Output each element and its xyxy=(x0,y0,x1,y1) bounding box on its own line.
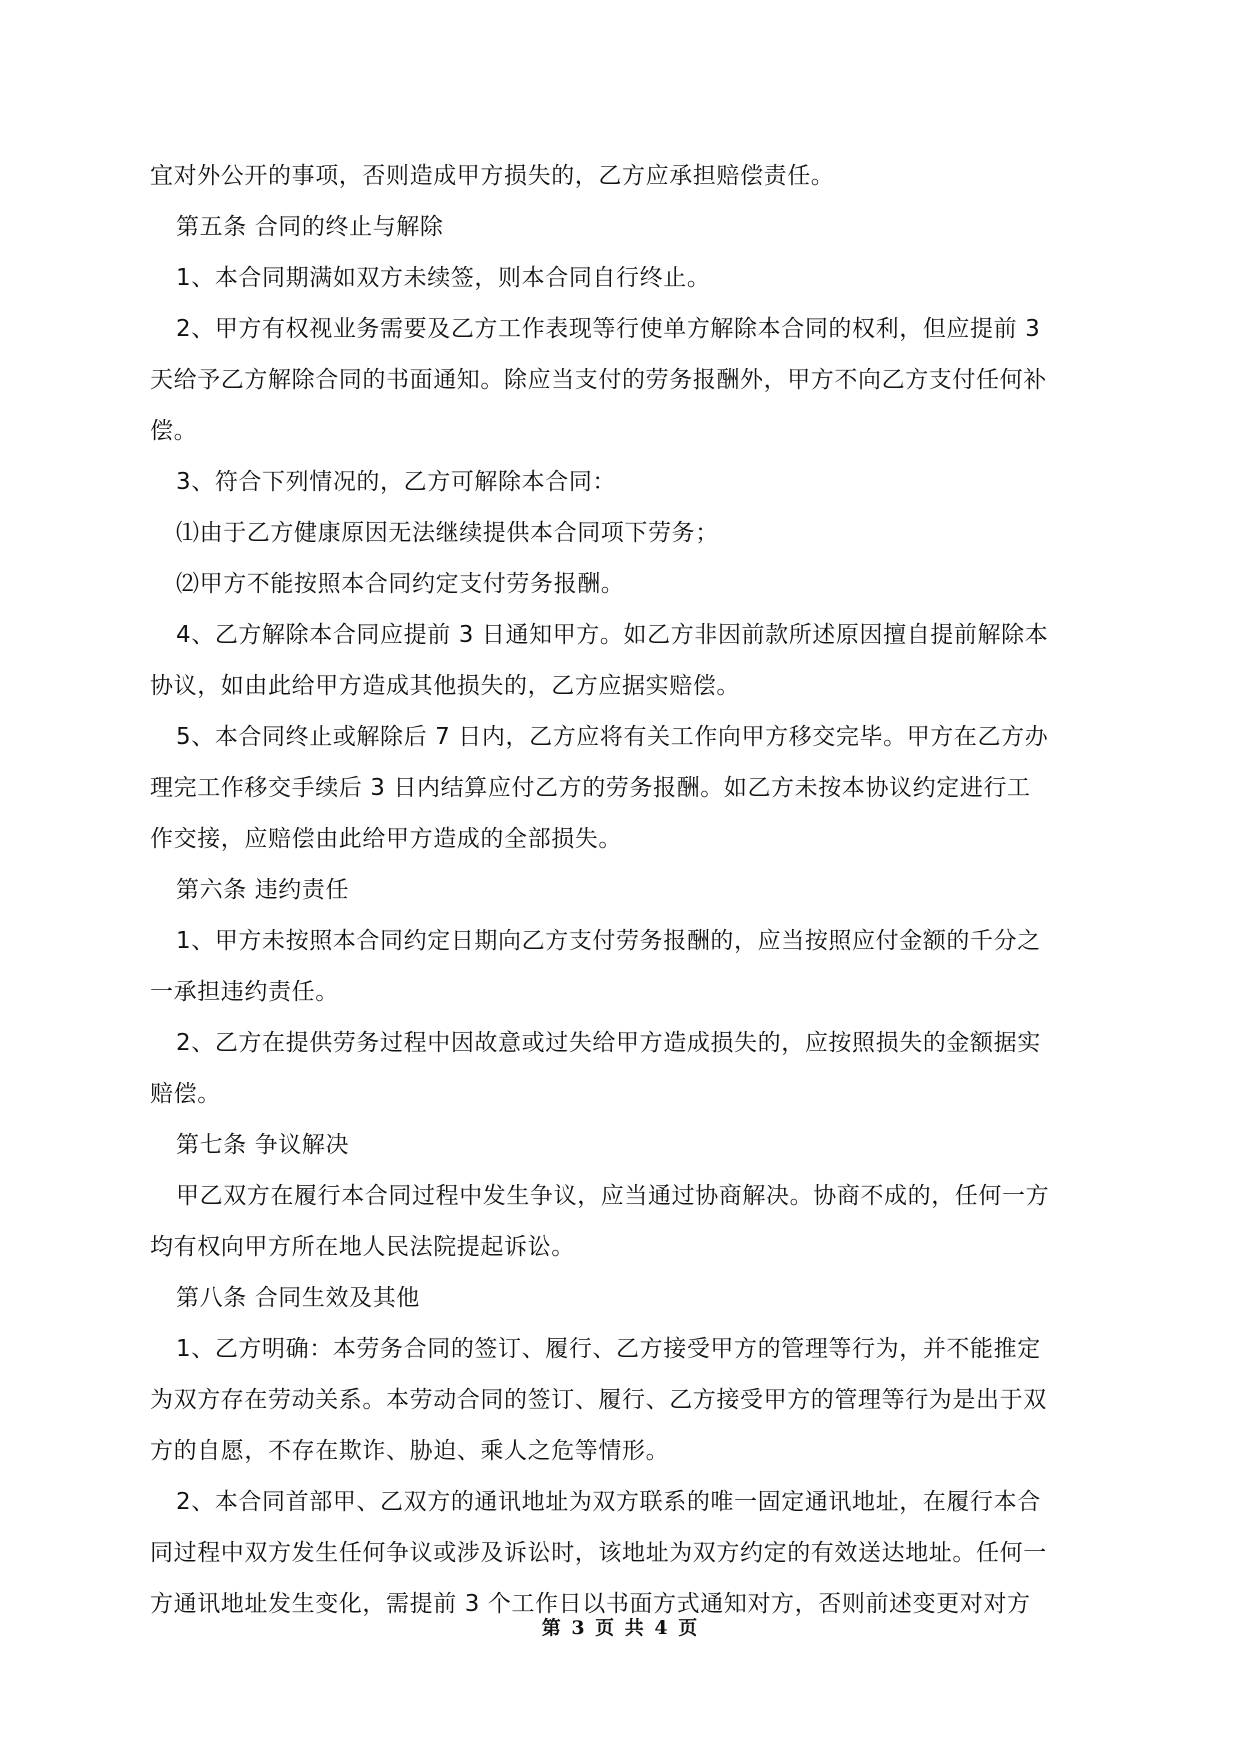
text-line: 3、符合下列情况的，乙方可解除本合同： xyxy=(176,469,617,495)
text-line: 理完工作移交手续后 3 日内结算应付乙方的劳务报酬。如乙方未按本协议约定进行工 xyxy=(150,775,1031,801)
text-line: 宜对外公开的事项，否则造成甲方损失的，乙方应承担赔偿责任。 xyxy=(150,163,835,189)
text-line: 第七条 争议解决 xyxy=(176,1132,350,1158)
text-line: 方的自愿，不存在欺诈、胁迫、乘人之危等情形。 xyxy=(150,1438,670,1464)
text-line: ⑴由于乙方健康原因无法继续提供本合同项下劳务； xyxy=(176,520,719,546)
text-line: 1、甲方未按照本合同约定日期向乙方支付劳务报酬的，应当按照应付金额的千分之 xyxy=(176,928,1041,954)
text-line: 一承担违约责任。 xyxy=(150,979,339,1005)
text-line: 协议，如由此给甲方造成其他损失的，乙方应据实赔偿。 xyxy=(150,673,740,699)
text-line: 作交接，应赔偿由此给甲方造成的全部损失。 xyxy=(150,826,622,852)
text-line: 第八条 合同生效及其他 xyxy=(176,1285,420,1311)
text-line: 第六条 违约责任 xyxy=(176,877,350,903)
text-line: 第五条 合同的终止与解除 xyxy=(176,214,444,240)
text-line: 偿。 xyxy=(150,418,198,444)
page-number-footer: 第 3 页 共 4 页 xyxy=(541,1617,700,1639)
text-line: 甲乙双方在履行本合同过程中发生争议，应当通过协商解决。协商不成的，任何一方 xyxy=(176,1183,1050,1209)
text-line: 1、乙方明确：本劳务合同的签订、履行、乙方接受甲方的管理等行为，并不能推定 xyxy=(176,1336,1041,1362)
text-line: 4、乙方解除本合同应提前 3 日通知甲方。如乙方非因前款所述原因擅自提前解除本 xyxy=(176,622,1049,648)
text-line: 5、本合同终止或解除后 7 日内，乙方应将有关工作向甲方移交完毕。甲方在乙方办 xyxy=(176,724,1049,750)
text-line: 2、甲方有权视业务需要及乙方工作表现等行使单方解除本合同的权利，但应提前 3 xyxy=(176,316,1041,342)
text-line: 2、本合同首部甲、乙双方的通讯地址为双方联系的唯一固定通讯地址，在履行本合 xyxy=(176,1489,1041,1515)
text-line: 均有权向甲方所在地人民法院提起诉讼。 xyxy=(150,1234,575,1260)
text-line: 赔偿。 xyxy=(150,1081,221,1107)
document-body xyxy=(150,155,1090,1634)
text-line: 为双方存在劳动关系。本劳动合同的签订、履行、乙方接受甲方的管理等行为是出于双 xyxy=(150,1387,1047,1413)
text-line: 同过程中双方发生任何争议或涉及诉讼时，该地址为双方约定的有效送达地址。任何一 xyxy=(150,1540,1047,1566)
text-line: 2、乙方在提供劳务过程中因故意或过失给甲方造成损失的，应按照损失的金额据实 xyxy=(176,1030,1041,1056)
text-line: ⑵甲方不能按照本合同约定支付劳务报酬。 xyxy=(176,571,625,597)
text-line: 1、本合同期满如双方未续签，则本合同自行终止。 xyxy=(176,265,711,291)
text-line: 天给予乙方解除合同的书面通知。除应当支付的劳务报酬外，甲方不向乙方支付任何补 xyxy=(150,367,1047,393)
text-line: 方通讯地址发生变化，需提前 3 个工作日以书面方式通知对方，否则前述变更对对方 xyxy=(150,1591,1031,1617)
